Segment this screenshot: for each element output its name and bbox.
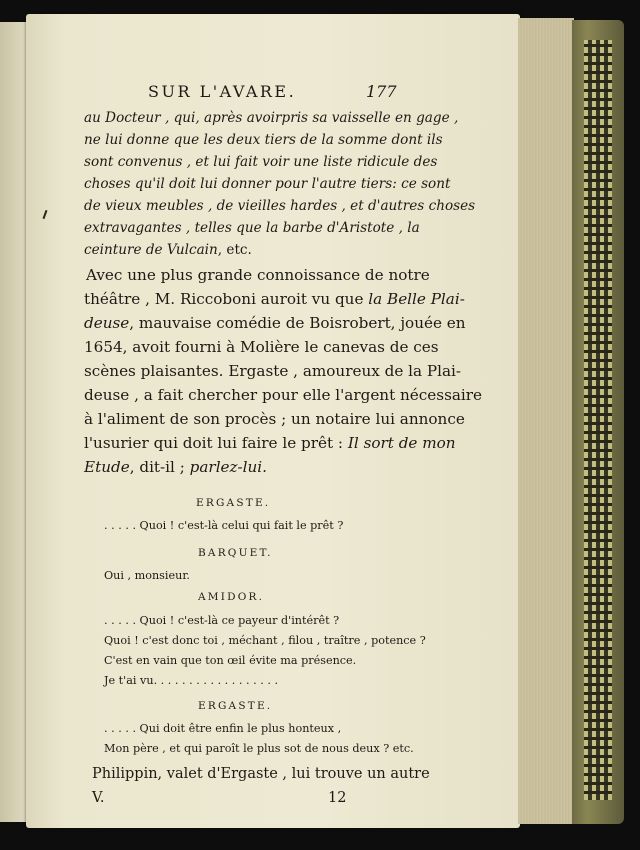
italic-line-6: extravagantes , telles que la barbe d'Aristote , la — [84, 220, 420, 236]
verse-line-3: . . . . . Quoi ! c'est-là ce payeur d'intérêt ? — [104, 614, 340, 627]
paragraph-line-2 — [84, 290, 465, 308]
italic-line-5: de vieux meubles , de vieilles hardes , et d'autres choses — [84, 198, 476, 214]
paragraph-line-9-text: , dit-il ; — [129, 458, 190, 476]
italic-line-4: choses qu'il doit lui donner pour l'autre tiers: ce sont — [84, 176, 451, 192]
paragraph-line-8 — [84, 434, 456, 452]
verse-line-4: Quoi ! c'est donc toi , méchant , filou , traître , potence ? — [104, 634, 426, 647]
paragraph-line-7: à l'aliment de son procès ; un notaire lui annonce — [84, 410, 465, 428]
paragraph-line-1: Avec une plus grande connoissance de notre — [86, 266, 430, 284]
verse-line-5: C'est en vain que ton œil évite ma présence. — [104, 654, 357, 667]
paragraph-line-8-quote: Il sort de mon — [347, 434, 456, 452]
italic-line-7-etc: , etc. — [217, 242, 252, 258]
verse-line-2: Oui , monsieur. — [104, 569, 190, 582]
speaker-barquet: BARQUET. — [198, 547, 273, 559]
verse-line-1: . . . . . Quoi ! c'est-là celui qui fait le prêt ? — [104, 519, 344, 532]
paragraph-line-5: scènes plaisantes. Ergaste , amoureux de la Plai- — [84, 362, 462, 380]
signature-number: 12 — [328, 790, 347, 806]
paragraph-line-9-quote: Etude — [84, 458, 130, 476]
verse-line-6: Je t'ai vu. . . . . . . . . . . . . . . . . . — [104, 674, 279, 687]
running-header: SUR L'AVARE. — [148, 82, 297, 101]
paragraph-line-6: deuse , a fait chercher pour elle l'argent nécessaire — [84, 386, 483, 404]
page-edges — [518, 18, 574, 824]
closing-line: Philippin, valet d'Ergaste , lui trouve un autre — [92, 766, 430, 782]
speaker-ergaste-1: ERGASTE. — [196, 497, 271, 509]
italic-line-7 — [84, 242, 252, 258]
italic-line-1: au Docteur , qui, après avoirpris sa vaisselle en gage , — [84, 110, 459, 126]
paragraph-line-3 — [84, 314, 466, 332]
paragraph-line-2-title: la Belle Plai- — [368, 290, 465, 308]
italic-line-3: sont convenus , et lui fait voir une liste ridicule des — [84, 154, 438, 170]
cover-decoration — [584, 40, 612, 800]
paragraph-line-2-text: théâtre , M. Riccoboni auroit vu que — [84, 290, 369, 308]
verse-line-8: Mon père , et qui paroît le plus sot de nous deux ? etc. — [104, 742, 414, 755]
paragraph-line-9-quote-end: parlez-lui. — [189, 458, 267, 476]
paragraph-line-4: 1654, avoit fourni à Molière le canevas de ces — [84, 338, 439, 356]
paragraph-line-3-text: , mauvaise comédie de Boisrobert, jouée en — [129, 314, 466, 332]
verse-line-7: . . . . . Qui doit être enfin le plus honteux , — [104, 722, 342, 735]
page-number: 177 — [366, 82, 397, 101]
paragraph-line-9 — [84, 458, 267, 476]
speaker-amidor: AMIDOR. — [198, 591, 265, 603]
speaker-ergaste-2: ERGASTE. — [198, 700, 273, 712]
signature-mark: V. — [92, 790, 105, 806]
italic-line-7-text: ceinture de Vulcain — [84, 242, 218, 258]
paragraph-line-8-text: l'usurier qui doit lui faire le prêt : — [84, 434, 348, 452]
italic-line-2: ne lui donne que les deux tiers de la somme dont ils — [84, 132, 443, 148]
paragraph-line-3-title: deuse — [84, 314, 130, 332]
